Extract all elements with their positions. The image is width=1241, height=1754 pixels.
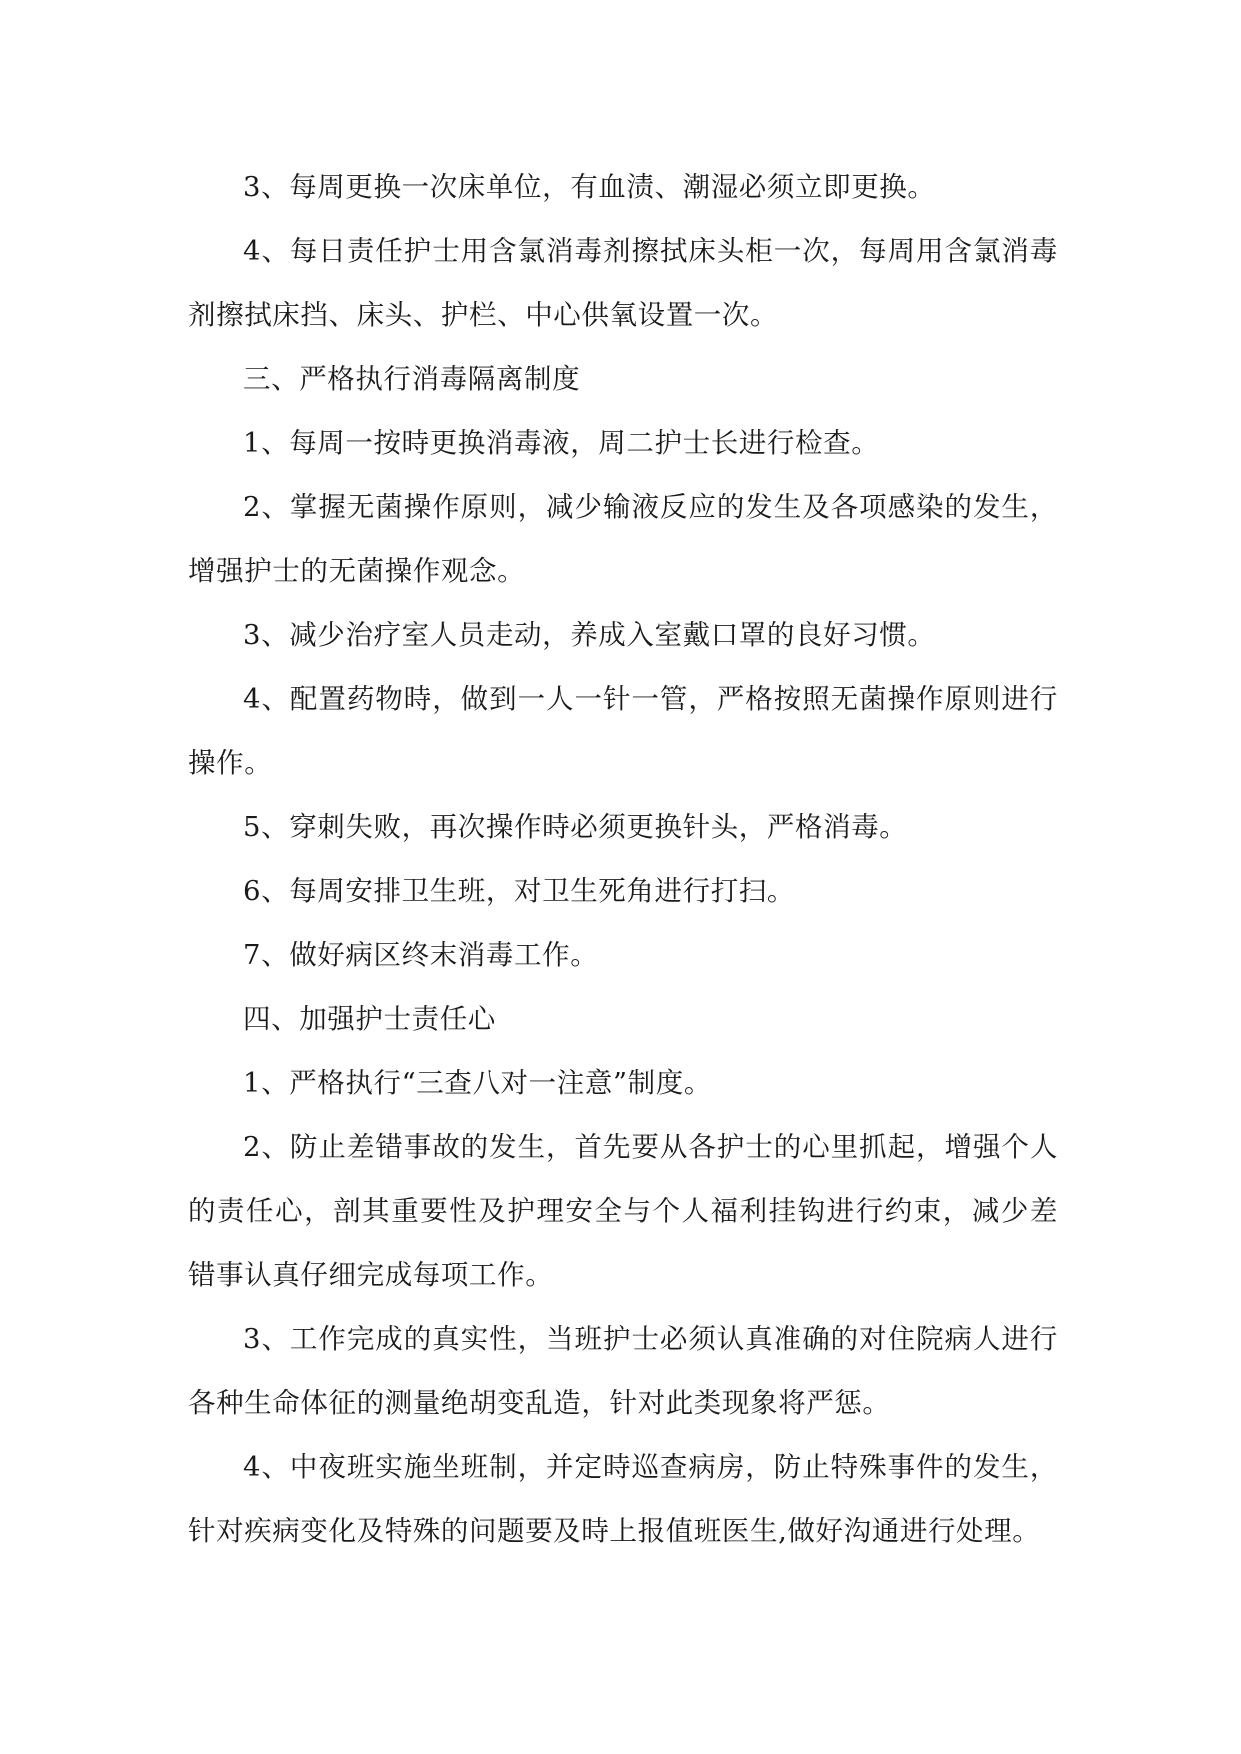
section-heading-3: 三、严格执行消毒隔离制度 <box>243 363 581 395</box>
section-heading-4: 四、加强护士责任心 <box>243 1003 496 1035</box>
paragraph-item-4-disinfect-bedside: 4、每日责任护士用含氯消毒剂擦拭床头柜一次，每周用含氯消毒剂擦拭床挡、床头、护栏、中心供氧设置一次。 <box>188 235 1058 331</box>
document-body <box>188 155 1058 1563</box>
paragraph-item-1-checks: 1、严格执行“三查八对一注意”制度。 <box>243 1067 712 1099</box>
paragraph-item-1-disinfectant: 1、每周一按時更换消毒液，周二护士长进行检查。 <box>243 427 880 459</box>
paragraph-item-3-authenticity: 3、工作完成的真实性，当班护士必须认真准确的对住院病人进行各种生命体征的测量绝胡变乱造，针对此类现象将严惩。 <box>188 1323 1058 1419</box>
paragraph-item-4-medication: 4、配置药物時，做到一人一针一管，严格按照无菌操作原则进行操作。 <box>188 683 1058 779</box>
paragraph-item-5-puncture: 5、穿刺失败，再次操作時必须更换针头，严格消毒。 <box>243 811 908 843</box>
paragraph-item-3-treatment-room: 3、减少治疗室人员走动，养成入室戴口罩的良好习惯。 <box>243 619 936 651</box>
paragraph-item-4-night-shift: 4、中夜班实施坐班制，并定時巡查病房，防止特殊事件的发生，针对疾病变化及特殊的问题要及時上报值班医生,做好沟通进行处理。 <box>188 1451 1058 1547</box>
paragraph-item-6-cleaning: 6、每周安排卫生班，对卫生死角进行打扫。 <box>243 875 795 907</box>
paragraph-item-2-aseptic: 2、掌握无菌操作原则，减少输液反应的发生及各项感染的发生，增强护士的无菌操作观念。 <box>188 491 1058 587</box>
paragraph-item-3-bedding: 3、每周更换一次床单位，有血渍、潮湿必须立即更换。 <box>243 171 936 203</box>
paragraph-item-7-terminal-disinfection: 7、做好病区终末消毒工作。 <box>243 939 599 971</box>
paragraph-item-2-prevent-errors: 2、防止差错事故的发生，首先要从各护士的心里抓起，增强个人的责任心，剖其重要性及护理安全与个人福利挂钩进行约束，减少差错事认真仔细完成每项工作。 <box>188 1131 1058 1291</box>
